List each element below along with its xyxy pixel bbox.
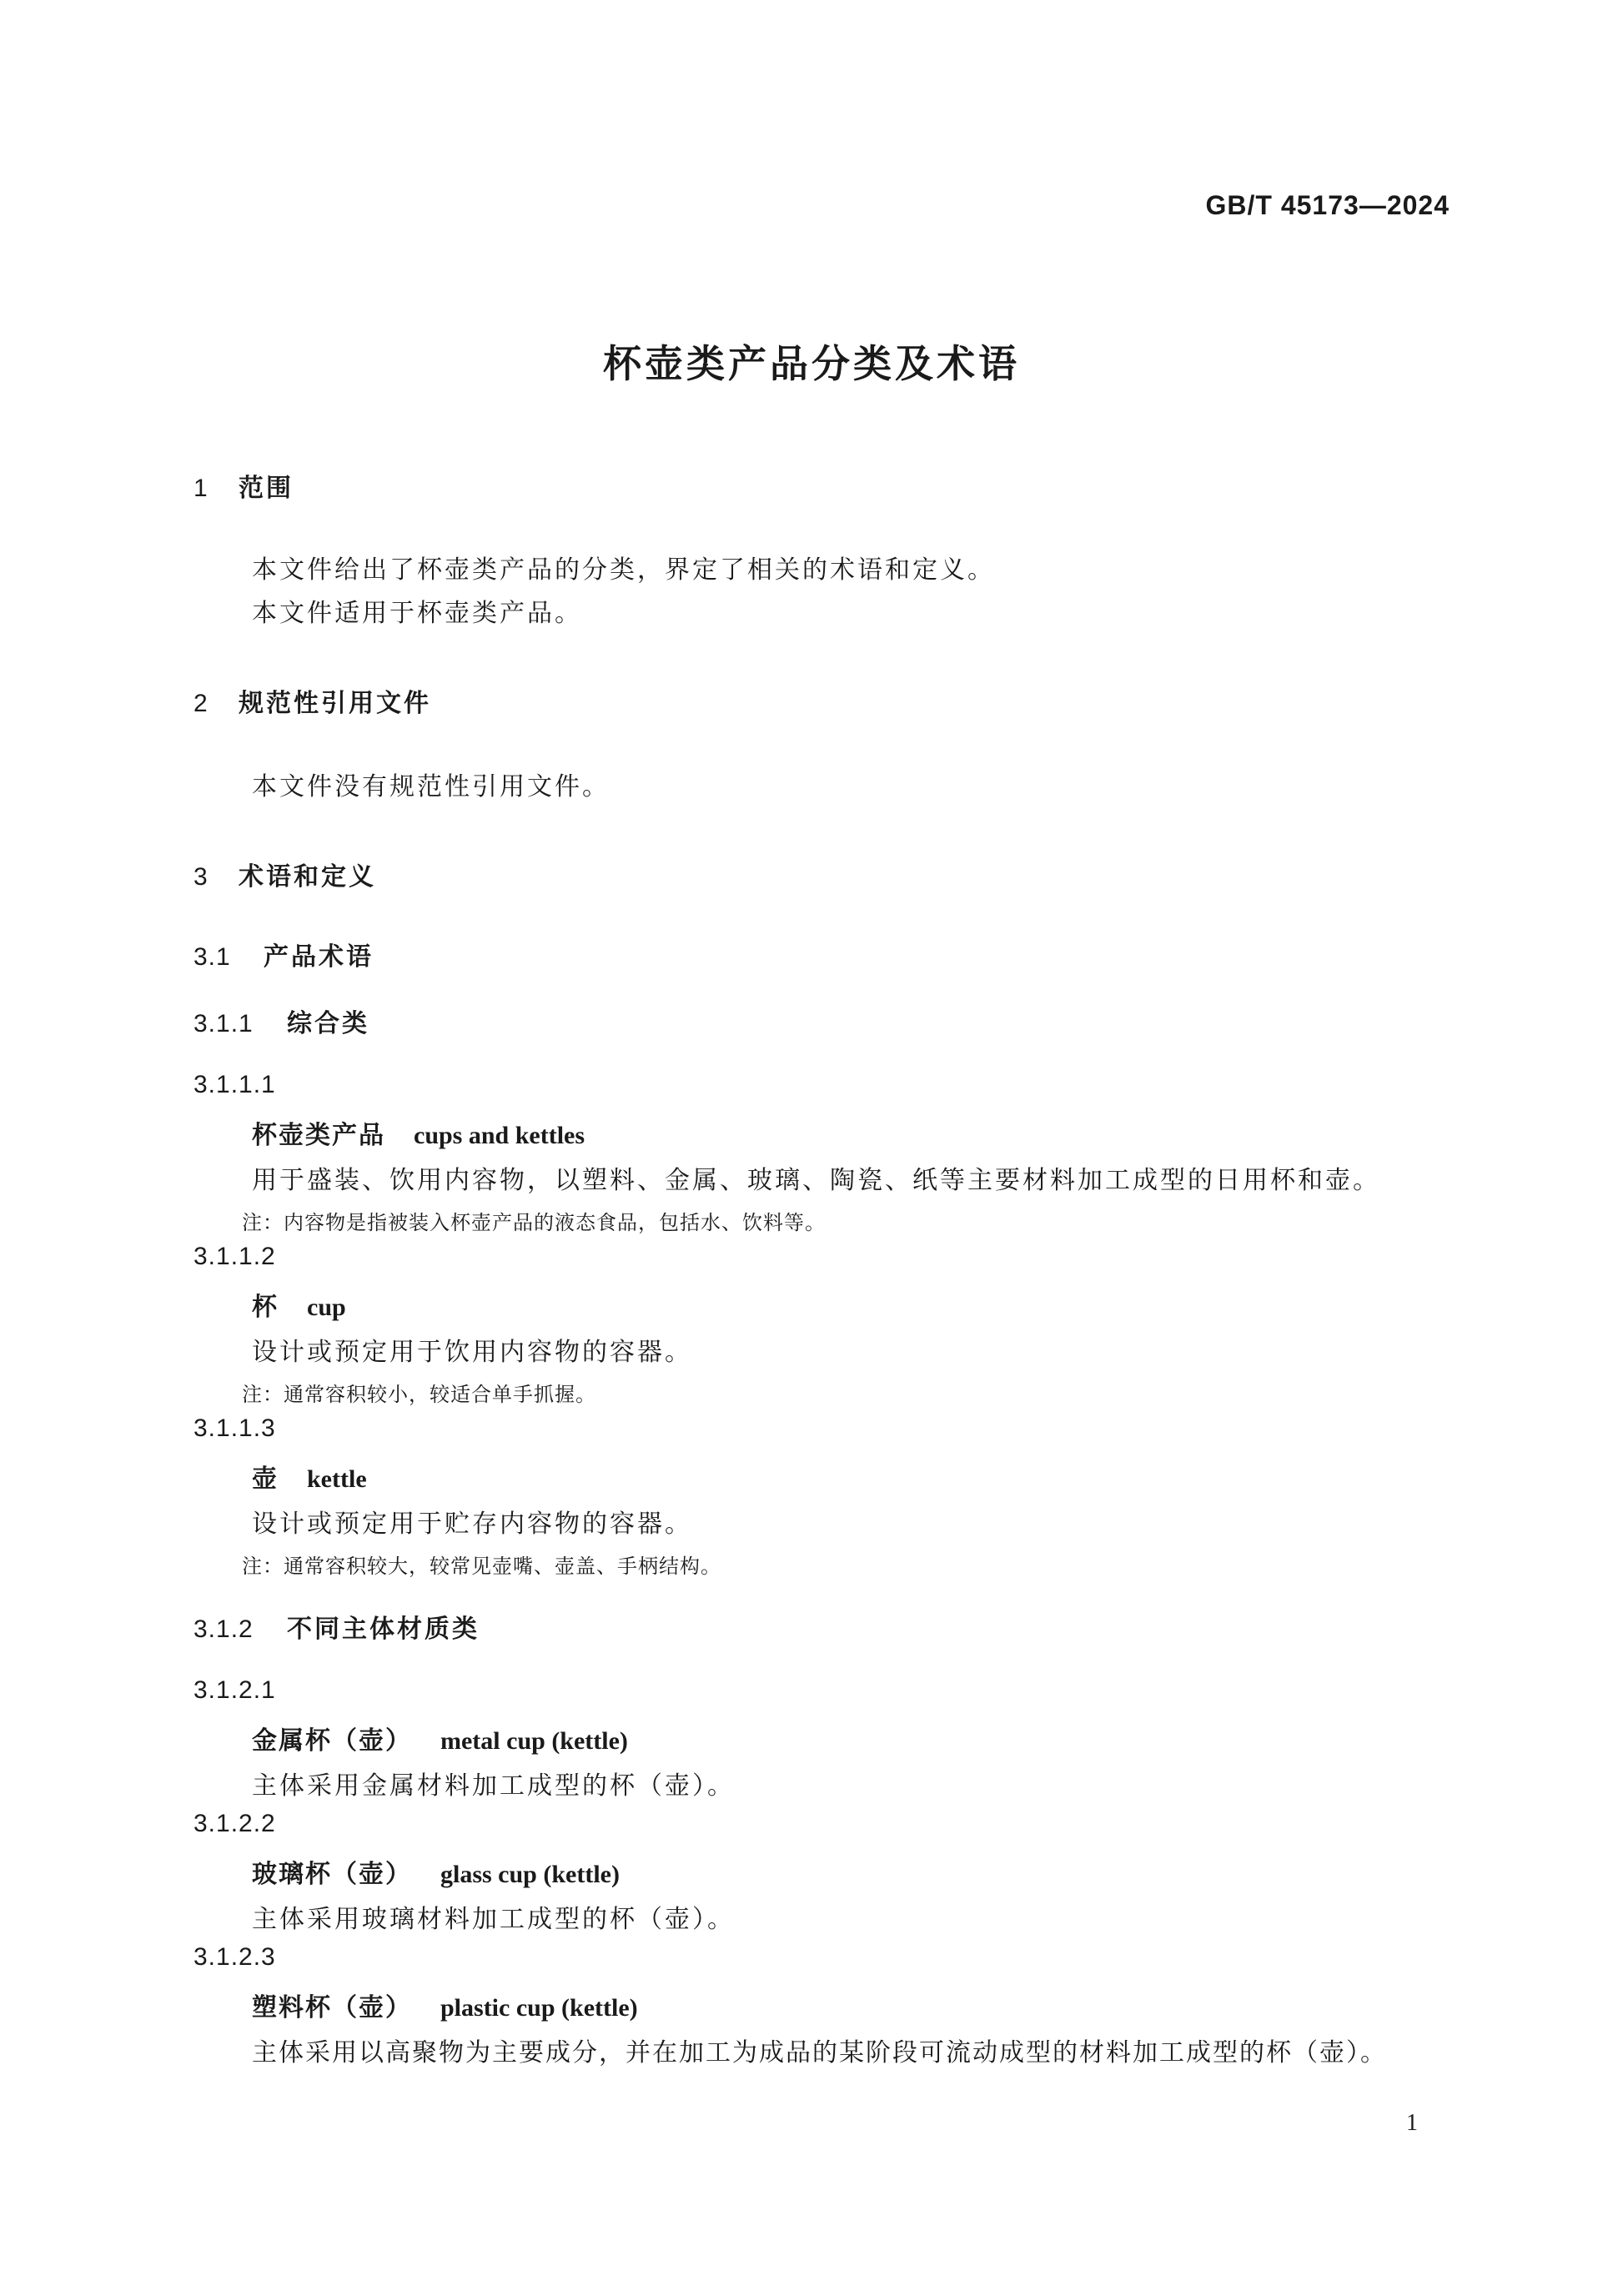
term-definition: 主体采用以高聚物为主要成分，并在加工为成品的某阶段可流动成型的材料加工成型的杯（壶）。 <box>252 2038 1387 2067</box>
term-definition: 设计或预定用于饮用内容物的容器。 <box>252 1338 692 1367</box>
term-note: 注：通常容积较大，较常见壶嘴、壶盖、手柄结构。 <box>242 1555 721 1578</box>
term-heading <box>252 1720 628 1756</box>
section-title: 产品术语 <box>264 942 374 972</box>
section-title: 综合类 <box>287 1009 369 1038</box>
term-definition: 设计或预定用于贮存内容物的容器。 <box>252 1510 692 1539</box>
section-title: 范围 <box>239 474 294 503</box>
term-english: metal cup (kettle) <box>440 1727 628 1755</box>
section-3-1-1-heading <box>193 1002 369 1039</box>
page-number: 1 <box>1406 2110 1418 2136</box>
term-english: cup <box>307 1294 346 1321</box>
section-title: 不同主体材质类 <box>287 1615 480 1644</box>
section-number: 3.1 <box>193 943 231 971</box>
section-number: 3.1.1 <box>193 1010 254 1037</box>
term-definition: 用于盛装、饮用内容物，以塑料、金属、玻璃、陶瓷、纸等主要材料加工成型的日用杯和壶。 <box>252 1166 1380 1195</box>
term-note: 注：内容物是指被装入杯壶产品的液态食品，包括水、饮料等。 <box>242 1211 826 1234</box>
term-heading <box>252 1987 638 2023</box>
term-number: 3.1.1.1 <box>193 1071 276 1098</box>
section-1-heading <box>193 467 294 504</box>
section-number: 2 <box>193 690 209 717</box>
term-chinese: 玻璃杯（壶） <box>252 1860 412 1889</box>
term-heading <box>252 1286 346 1323</box>
term-heading <box>252 1114 585 1151</box>
term-number: 3.1.2.2 <box>193 1810 276 1837</box>
term-english: kettle <box>307 1465 367 1493</box>
term-number: 3.1.1.3 <box>193 1414 276 1442</box>
term-chinese: 杯壶类产品 <box>252 1121 385 1150</box>
section-3-1-2-heading <box>193 1608 480 1645</box>
term-definition: 主体采用玻璃材料加工成型的杯（壶）。 <box>252 1905 735 1934</box>
section-number: 1 <box>193 475 209 502</box>
term-note: 注：通常容积较小，较适合单手抓握。 <box>242 1383 596 1406</box>
term-english: glass cup (kettle) <box>440 1861 620 1888</box>
term-english: plastic cup (kettle) <box>440 1994 638 2022</box>
term-number: 3.1.2.1 <box>193 1676 276 1704</box>
paragraph: 本文件适用于杯壶类产品。 <box>252 599 582 628</box>
standard-code: GB/T 45173—2024 <box>1205 190 1450 220</box>
document-title: 杯壶类产品分类及术语 <box>603 341 1020 386</box>
term-chinese: 金属杯（壶） <box>252 1726 412 1756</box>
section-2-heading <box>193 682 431 719</box>
paragraph: 本文件没有规范性引用文件。 <box>252 772 610 801</box>
term-chinese: 壶 <box>252 1465 279 1494</box>
term-chinese: 塑料杯（壶） <box>252 1993 412 2022</box>
section-3-heading <box>193 856 376 892</box>
section-number: 3 <box>193 863 209 891</box>
section-3-1-heading <box>193 936 374 972</box>
section-title: 规范性引用文件 <box>239 689 431 718</box>
paragraph: 本文件给出了杯壶类产品的分类，界定了相关的术语和定义。 <box>252 555 995 585</box>
term-number: 3.1.1.2 <box>193 1243 276 1270</box>
section-number: 3.1.2 <box>193 1615 254 1643</box>
section-title: 术语和定义 <box>239 862 376 892</box>
term-heading <box>252 1458 367 1495</box>
term-definition: 主体采用金属材料加工成型的杯（壶）。 <box>252 1771 735 1801</box>
term-chinese: 杯 <box>252 1293 279 1322</box>
term-english: cups and kettles <box>414 1122 585 1149</box>
term-number: 3.1.2.3 <box>193 1943 276 1971</box>
term-heading <box>252 1853 620 1890</box>
